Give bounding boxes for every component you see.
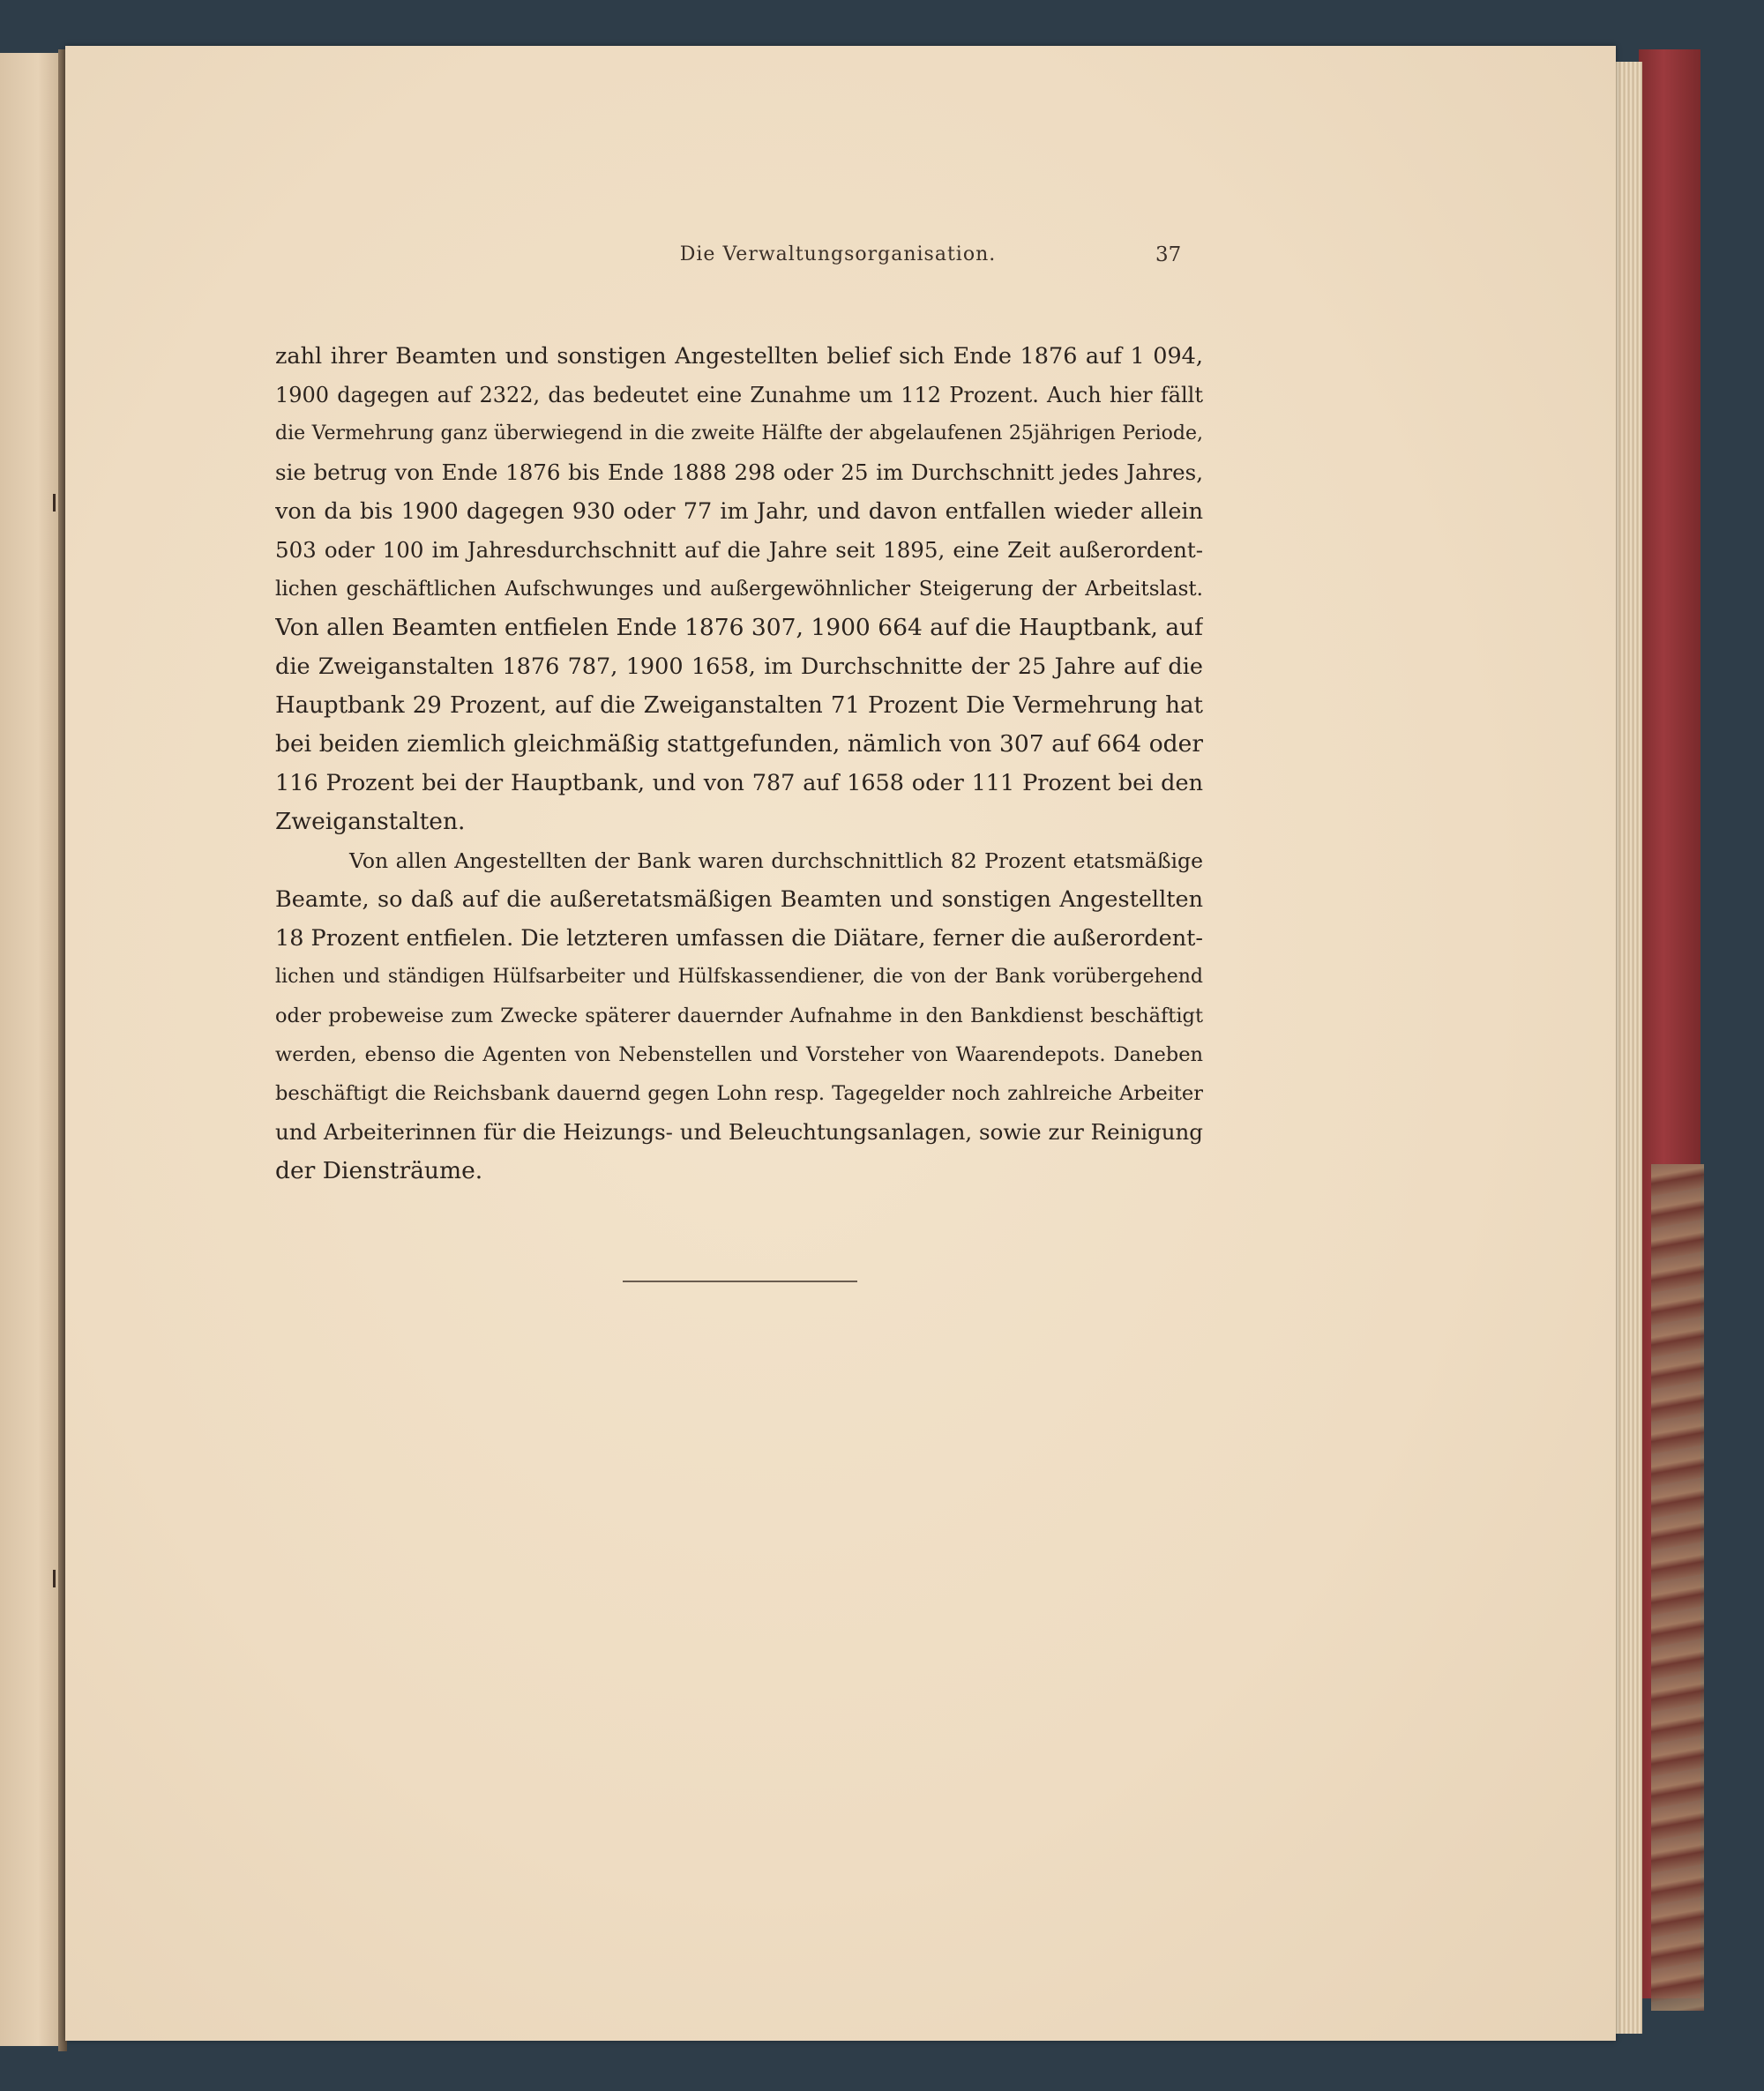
closing-rule	[623, 1281, 857, 1282]
text-line: Beamte, so daß auf die außeretatsmäßigen Beamten und sonstigen Angestellten	[275, 886, 1203, 913]
cover-wear-texture	[1651, 1164, 1704, 2011]
text-line: beschäftigt die Reichsbank dauernd gegen Lohn resp. Tagegelder noch zahlreiche Arbeiter	[275, 1082, 1203, 1105]
running-title: Die Verwaltungsorganisation.	[679, 243, 997, 265]
text-line: Hauptbank 29 Prozent, auf die Zweiganstalten 71 Prozent Die Vermehrung hat	[275, 692, 1203, 719]
text-line: Zweiganstalten.	[275, 808, 466, 835]
text-line: werden, ebenso die Agenten von Nebenstellen und Vorsteher von Waarendepots. Daneben	[275, 1043, 1203, 1066]
text-line: zahl ihrer Beamten und sonstigen Angestellten belief sich Ende 1876 auf 1 094,	[275, 343, 1203, 370]
margin-mark	[53, 1570, 56, 1587]
text-line: bei beiden ziemlich gleichmäßig stattgefunden, nämlich von 307 auf 664 oder	[275, 730, 1203, 758]
text-line: der Diensträume.	[275, 1157, 483, 1184]
margin-mark	[53, 494, 56, 512]
page-number: 37	[1155, 243, 1182, 266]
text-line: lichen und ständigen Hülfsarbeiter und Hülfskassendiener, die von der Bank vorübergehend	[275, 966, 1203, 988]
text-line: oder probeweise zum Zwecke späterer dauernder Aufnahme in den Bankdienst beschäftigt	[275, 1004, 1203, 1027]
running-head	[564, 243, 1182, 279]
text-line: Von allen Angestellten der Bank waren durchschnittlich 82 Prozent etatsmäßige	[349, 848, 1203, 873]
text-line: 503 oder 100 im Jahresdurchschnitt auf die Jahre seit 1895, eine Zeit außerordent-	[275, 537, 1203, 563]
text-line: Von allen Beamten entfielen Ende 1876 307, 1900 664 auf die Hauptbank, auf	[275, 614, 1203, 641]
text-line: die Vermehrung ganz überwiegend in die zweite Hälfte der abgelaufenen 25jährigen Periode,	[275, 422, 1203, 444]
text-line: 116 Prozent bei der Hauptbank, und von 787 auf 1658 oder 111 Prozent bei den	[275, 770, 1203, 796]
text-line: von da bis 1900 dagegen 930 oder 77 im Jahr, und davon entfallen wieder allein	[275, 498, 1203, 525]
body-text	[275, 337, 1203, 1191]
text-line: die Zweiganstalten 1876 787, 1900 1658, im Durchschnitte der 25 Jahre auf die	[275, 653, 1203, 680]
text-line: 18 Prozent entfielen. Die letzteren umfassen die Diätare, ferner die außerordent-	[275, 925, 1203, 952]
text-line: sie betrug von Ende 1876 bis Ende 1888 298 oder 25 im Durchschnitt jedes Jahres,	[275, 459, 1203, 485]
text-line: lichen geschäftlichen Aufschwunges und außergewöhnlicher Steigerung der Arbeitslast.	[275, 578, 1203, 601]
text-line: und Arbeiterinnen für die Heizungs- und Beleuchtungsanlagen, sowie zur Reinigung	[275, 1119, 1203, 1145]
text-line: 1900 dagegen auf 2322, das bedeutet eine Zunahme um 112 Prozent. Auch hier fällt	[275, 383, 1203, 407]
page-edges-stack	[1612, 62, 1642, 2034]
facing-page-edge	[0, 53, 64, 2046]
